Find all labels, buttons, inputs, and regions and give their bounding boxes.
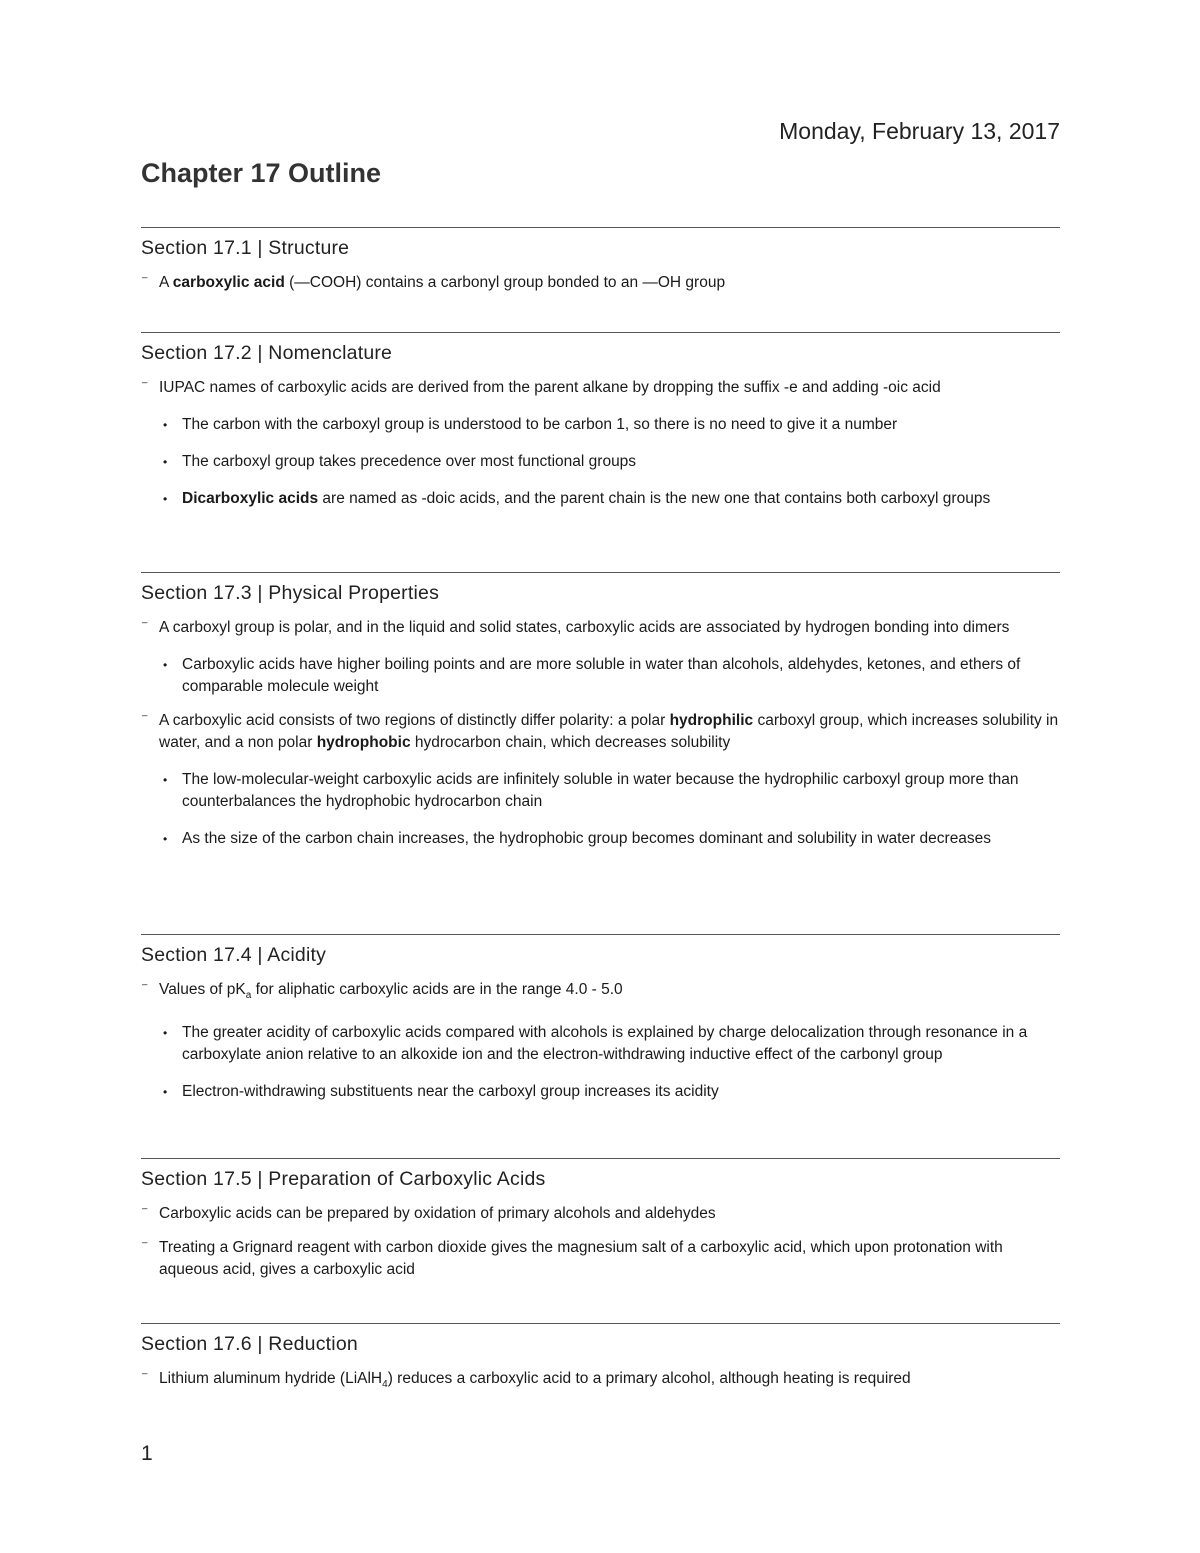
dot-bullet-icon: • xyxy=(163,455,168,469)
sub-list-item: • The low-molecular-weight carboxylic acids are infinitely soluble in water because the hydrophilic carboxyl group more than counterbalances the hydrophobic hydrocarbon chain xyxy=(163,771,1019,810)
dash-bullet-icon: ⁻ xyxy=(141,272,149,288)
dash-bullet-icon: ⁻ xyxy=(141,377,149,393)
dot-bullet-icon: • xyxy=(163,773,168,787)
dot-bullet-icon: • xyxy=(163,418,168,432)
section-title: Section 17.3 | Physical Properties xyxy=(141,582,440,604)
sub-list-item: • The greater acidity of carboxylic acids compared with alcohols is explained by charge delocalization through resonance in a carboxylate anion relative to an alkoxide ion and the electron-withdrawing inductive effect of the carbonyl group xyxy=(163,1024,1028,1064)
sub-bullet-list xyxy=(141,654,1060,698)
section-title: Section 17.1 | Structure xyxy=(141,237,350,259)
sub-bullet-list xyxy=(141,769,1060,850)
list-item: ⁻ Carboxylic acids can be prepared by oxidation of primary alcohols and aldehydes xyxy=(141,1203,1060,1225)
section-17-1 xyxy=(141,227,1060,332)
list-item: ⁻ A carboxylic acid consists of two regions of distinctly differ polarity: a polar hydrophilic carboxyl group, which increases solubility in water, and a non polar hydrophobic hydrocarbon chain, which decreases solubility xyxy=(141,710,1060,754)
subscript: a xyxy=(245,990,252,1002)
section-17-2 xyxy=(141,332,1060,572)
document-title: Chapter 17 Outline xyxy=(141,158,382,188)
bullet-list xyxy=(141,617,1060,639)
dash-bullet-icon: ⁻ xyxy=(141,617,149,633)
list-item: ⁻ Treating a Grignard reagent with carbon dioxide gives the magnesium salt of a carboxylic acid, which upon protonation with aqueous acid, gives a carboxylic acid xyxy=(141,1237,1060,1281)
dot-bullet-icon: • xyxy=(163,832,168,846)
subscript: 4 xyxy=(382,1379,388,1391)
term-hydrophilic: hydrophilic xyxy=(669,712,754,729)
dot-bullet-icon: • xyxy=(163,658,168,672)
dot-bullet-icon: • xyxy=(163,492,168,506)
page-number: 1 xyxy=(141,1442,153,1465)
dot-bullet-icon: • xyxy=(163,1085,168,1100)
dash-bullet-icon: ⁻ xyxy=(141,979,149,995)
dash-bullet-icon: ⁻ xyxy=(141,1237,149,1253)
list-item: ⁻ Lithium aluminum hydride (LiAlH$_4$) reduces a carboxylic acid to a primary alcohol, although heating is required xyxy=(141,1368,1060,1396)
sub-list-item: • The carbon with the carboxyl group is understood to be carbon 1, so there is no need to give it a number xyxy=(141,414,1060,436)
sub-bullet-list xyxy=(141,1022,1060,1103)
outline-body xyxy=(141,227,1060,1404)
list-item: ⁻ Values of $pK_a$ for aliphatic carboxylic acids are in the range 4.0 - 5.0 xyxy=(141,979,1060,1007)
section-17-3 xyxy=(141,572,1060,934)
bullet-list xyxy=(141,710,1060,754)
section-title: Section 17.5 | Preparation of Carboxylic Acids xyxy=(141,1168,546,1190)
section-17-4 xyxy=(141,934,1060,1158)
sub-list-item: • Dicarboxylic acids are named as -doic acids, and the parent chain is the new one that contains both carboxyl groups xyxy=(141,488,1060,510)
term-hydrophobic: hydrophobic xyxy=(316,734,411,751)
section-17-6 xyxy=(141,1323,1060,1404)
sub-list-item: • As the size of the carbon chain increases, the hydrophobic group becomes dominant and solubility in water decreases xyxy=(141,828,1060,850)
section-title: Section 17.4 | Acidity xyxy=(141,944,327,966)
sub-list-item: • Electron-withdrawing substituents near the carboxyl group increases its acidity xyxy=(141,1081,1060,1103)
section-17-5 xyxy=(141,1158,1060,1323)
dash-bullet-icon: ⁻ xyxy=(141,1203,149,1219)
sub-list-item: • Carboxylic acids have higher boiling points and are more soluble in water than alcohols, aldehydes, ketones, and ethers of comparable molecule weight xyxy=(163,656,1021,695)
sub-bullet-list xyxy=(141,414,1060,510)
section-title: Section 17.6 | Reduction xyxy=(141,1333,358,1355)
dash-bullet-icon: ⁻ xyxy=(141,1368,149,1384)
sub-list-item: • The carboxyl group takes precedence over most functional groups xyxy=(141,451,1060,473)
list-item: ⁻ A carboxyl group is polar, and in the liquid and solid states, carboxylic acids are associated by hydrogen bonding into dimers xyxy=(141,617,1060,639)
bullet-list xyxy=(141,1203,1060,1281)
bullet-list xyxy=(141,377,1060,399)
bullet-list xyxy=(141,272,1060,294)
dot-bullet-icon: • xyxy=(163,1026,168,1041)
list-item: ⁻ A carboxylic acid (—COOH) contains a carbonyl group bonded to an —OH group xyxy=(141,272,1060,294)
dash-bullet-icon: ⁻ xyxy=(141,710,149,726)
bullet-list xyxy=(141,979,1060,1007)
section-title: Section 17.2 | Nomenclature xyxy=(141,342,393,364)
document-date: Monday, February 13, 2017 xyxy=(779,118,1060,144)
list-item: ⁻ IUPAC names of carboxylic acids are derived from the parent alkane by dropping the suffix -e and adding -oic acid xyxy=(141,377,1060,399)
bullet-list xyxy=(141,1368,1060,1396)
term-dicarboxylic-acids: Dicarboxylic acids xyxy=(182,490,319,507)
term-carboxylic-acid: carboxylic acid xyxy=(172,274,285,291)
